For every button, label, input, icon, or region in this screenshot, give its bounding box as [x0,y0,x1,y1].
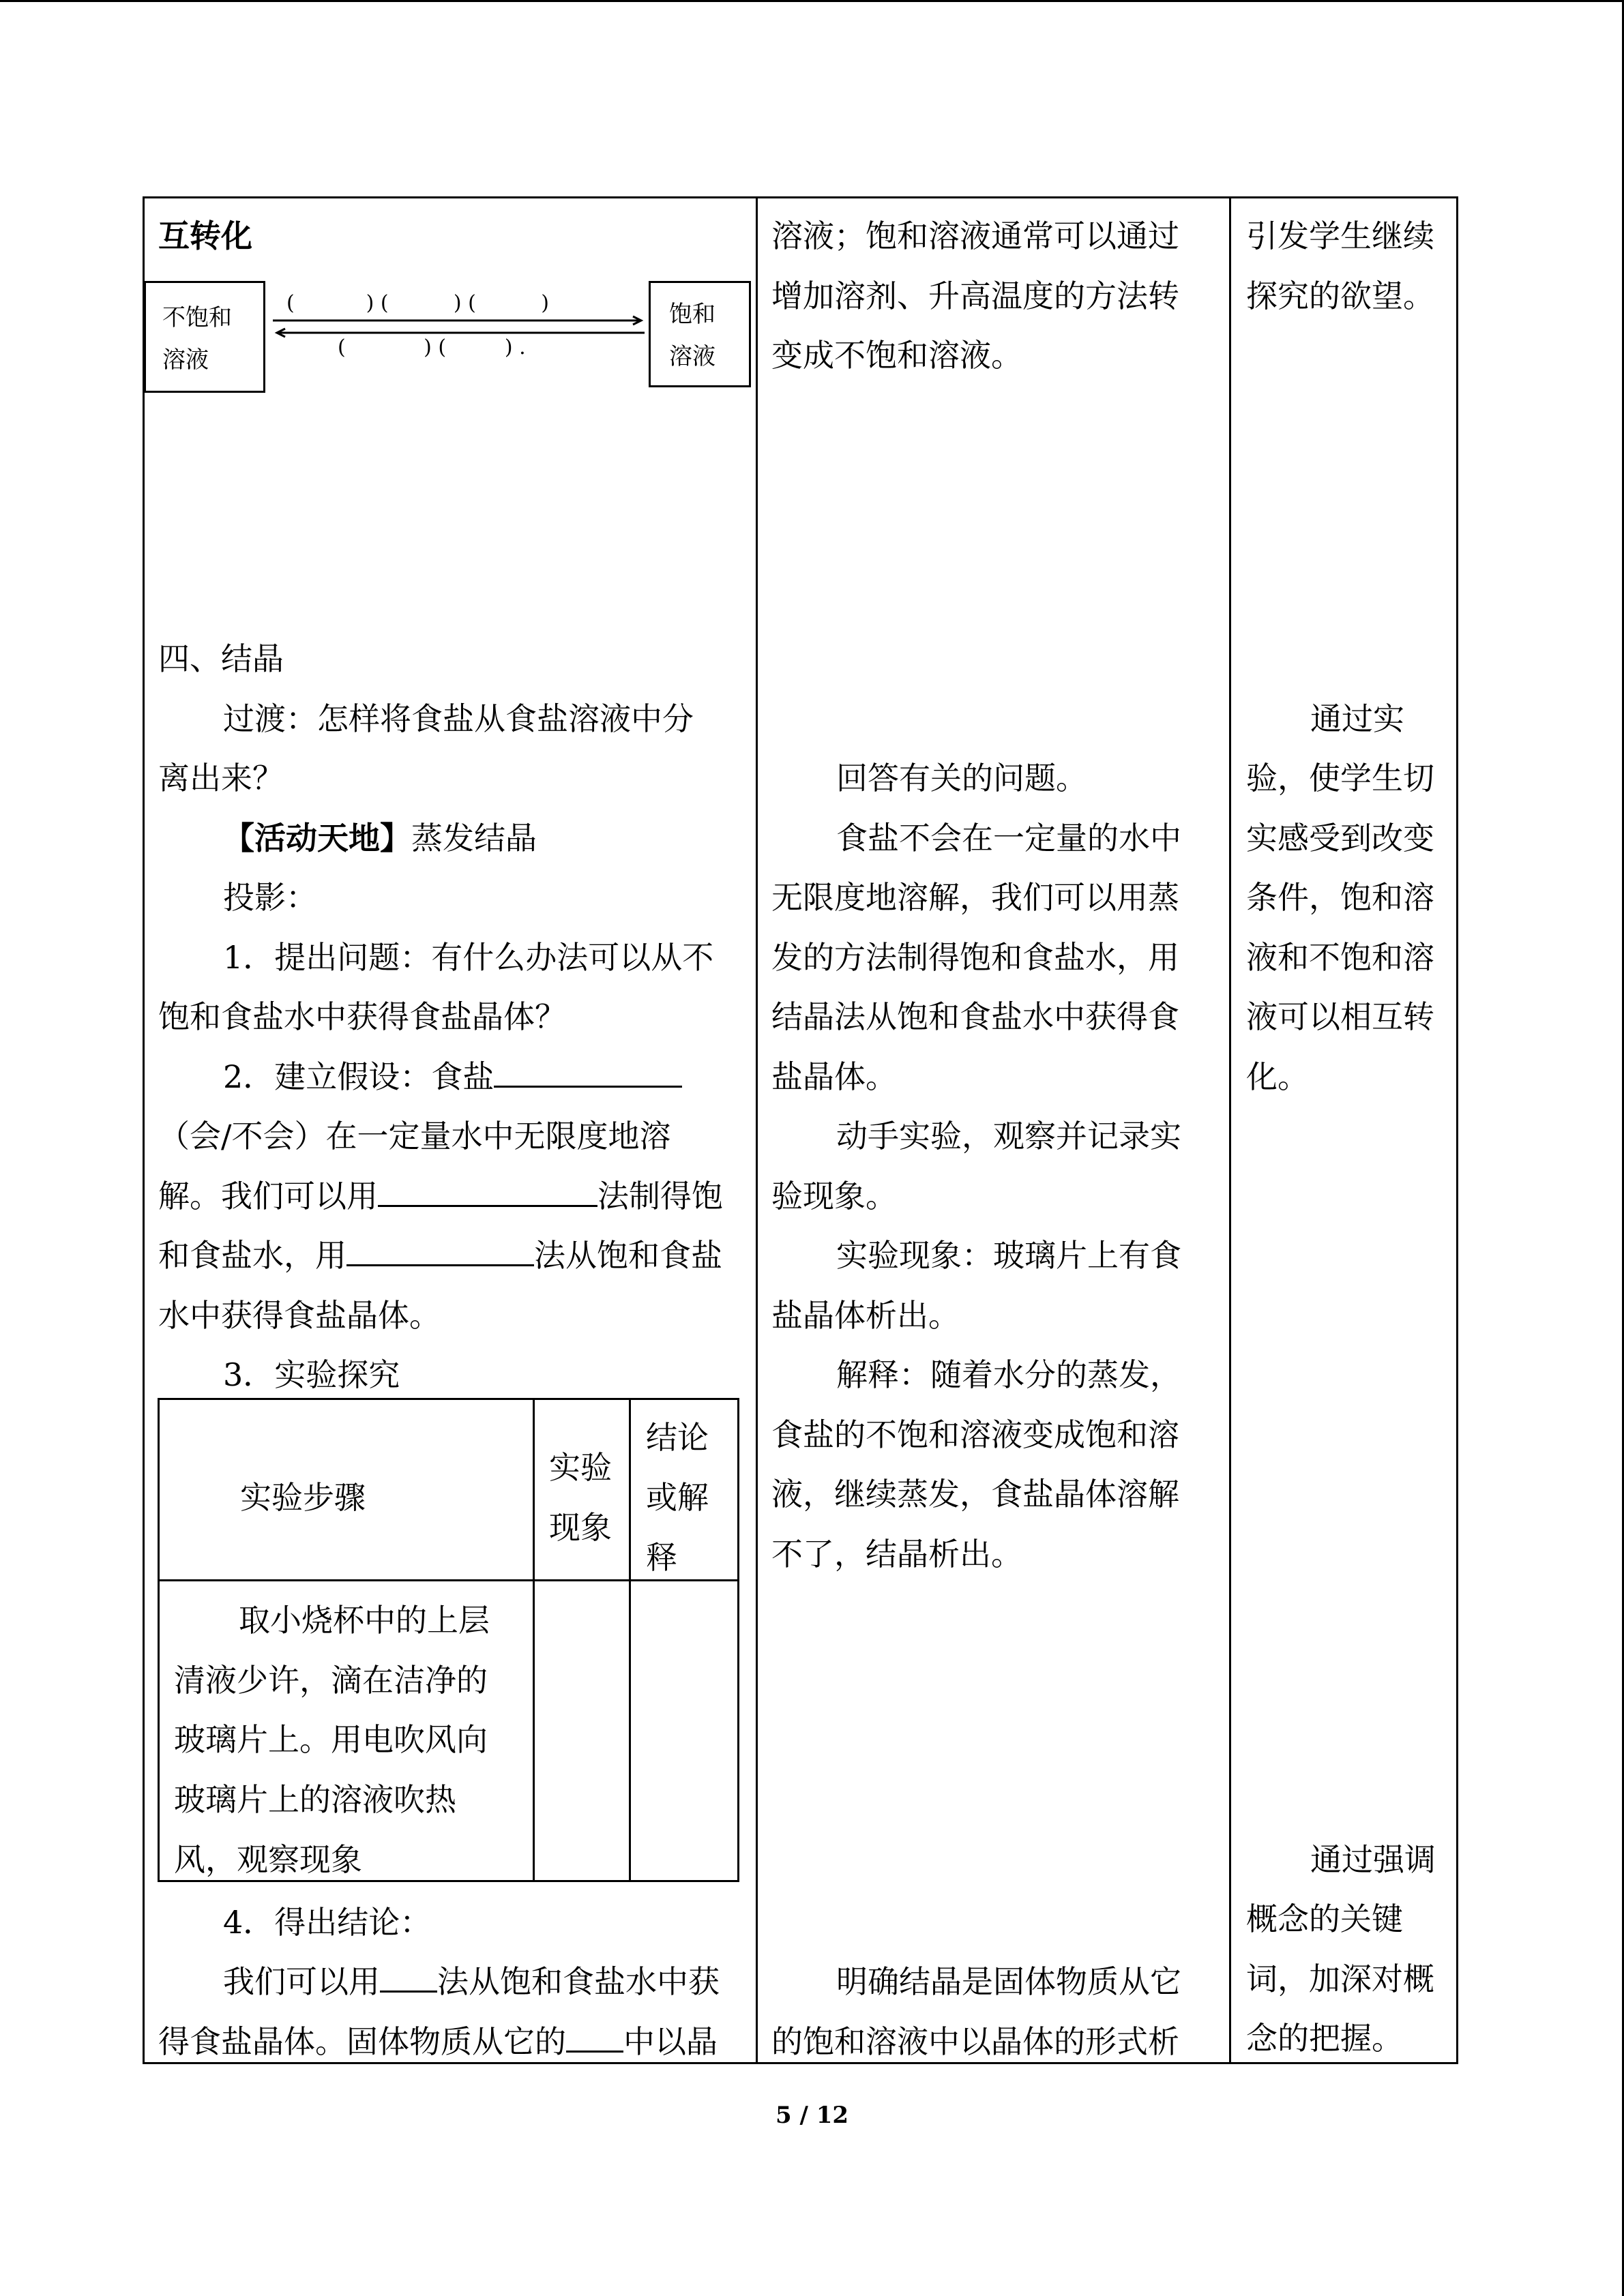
step4-line-2 [158,2012,718,2072]
step2-line-1 [223,1047,682,1107]
blank-3 [346,1234,534,1266]
mid-line-5: 食盐不会在一定量的水中 [836,820,1181,856]
header-conclusion-1: 结论 [646,1419,709,1456]
step4-heading: 4．得出结论： [223,1904,432,1941]
header-conclusion-2: 或解 [646,1479,709,1516]
blank-5 [566,2021,623,2053]
unsaturated-label-line1: 不饱和 [162,304,232,331]
activity-title: 蒸发结晶 [411,820,537,856]
table-left-border [143,196,145,2064]
inner-table-top [158,1398,739,1400]
step2-text: 2．建立假设：食盐 [223,1058,494,1095]
step4-text-1a: 我们可以用 [223,1963,380,2000]
step4-text-2b: 中以晶 [623,2023,718,2060]
right-line-13: 念的把握。 [1246,2020,1403,2057]
step-text-line-5: 风，观察现象 [174,1841,362,1878]
mid-line-10: 动手实验，观察并记录实 [836,1118,1181,1154]
mid-line-17: 不了，结晶析出。 [771,1536,1022,1572]
step-text-line-4: 玻璃片上的溶液吹热 [174,1781,456,1818]
right-line-9: 化。 [1246,1058,1309,1095]
mid-line-11: 验现象。 [771,1178,897,1214]
crystallization-heading: 四、结晶 [158,640,284,677]
mid-line-19: 的饱和溶液中以晶体的形式析 [771,2023,1179,2060]
right-line-2: 探究的欲望。 [1246,278,1434,314]
step4-text-1b: 法从饱和食盐水中获 [437,1963,720,2000]
mid-line-6: 无限度地溶解，我们可以用蒸 [771,879,1179,916]
mid-line-12: 实验现象：玻璃片上有食 [836,1237,1181,1274]
step-text-line-3: 玻璃片上。用电吹风向 [174,1721,488,1758]
step2-line-3 [158,1166,723,1226]
conversion-condition-bottom: ( ) ( ) . [338,336,526,359]
page-top-border [0,0,1624,2]
table-top-border [143,196,1458,198]
right-line-12: 词，加深对概 [1246,1960,1434,1997]
saturated-label-line1: 饱和 [669,301,715,328]
blank-2 [378,1175,597,1207]
step3-heading: 3．实验探究 [223,1356,400,1393]
unsaturated-label-line2: 溶液 [162,346,209,374]
right-line-6: 条件，饱和溶 [1246,879,1434,916]
step2-text-4b: 法从饱和食盐 [534,1237,722,1274]
page-number: 5 / 12 [775,2102,849,2129]
blank-4 [380,1960,437,1993]
step4-line-1 [223,1952,720,2012]
step-text-line-2: 清液少许，滴在洁净的 [174,1662,488,1699]
mid-line-13: 盐晶体析出。 [771,1297,960,1334]
mid-line-2: 增加溶剂、升高温度的方法转 [771,278,1179,314]
step-text-line-1: 取小烧杯中的上层 [239,1602,490,1639]
mid-line-3: 变成不饱和溶液。 [771,337,1022,374]
section-heading: 互转化 [158,218,252,254]
table-divider-1 [756,196,758,2064]
mid-line-15: 食盐的不饱和溶液变成饱和溶 [771,1416,1179,1453]
transition-line-2: 离出来？ [158,760,284,796]
right-line-10: 通过强调 [1310,1841,1436,1878]
mid-line-4: 回答有关的问题。 [836,760,1087,796]
blank-1 [494,1056,682,1088]
right-line-5: 实感受到改变 [1246,820,1434,856]
conversion-condition-top: ( ) ( ) ( ) [286,291,549,315]
table-divider-2 [1229,196,1231,2064]
mid-line-9: 盐晶体。 [771,1058,897,1095]
mid-line-8: 结晶法从饱和食盐水中获得食 [771,998,1179,1035]
header-experiment-steps: 实验步骤 [240,1479,366,1516]
mid-line-18: 明确结晶是固体物质从它 [836,1963,1181,2000]
step2-text-4a: 和食盐水，用 [158,1237,346,1274]
step2-line-5: 水中获得食盐晶体。 [158,1297,441,1334]
step2-text-3a: 解。我们可以用 [158,1178,378,1214]
right-line-1: 引发学生继续 [1246,218,1434,254]
table-right-border [1456,196,1458,2064]
projection-label: 投影： [223,879,317,916]
right-line-7: 液和不饱和溶 [1246,939,1434,976]
right-line-11: 概念的关键 [1246,1900,1403,1937]
saturated-label-line2: 溶液 [669,343,715,370]
header-phenomenon-1: 实验 [549,1449,612,1486]
step2-text-3b: 法制得饱 [597,1178,723,1214]
inner-table-right [737,1398,739,1882]
mid-line-1: 溶液；饱和溶液通常可以通过 [771,218,1179,254]
transition-line-1: 过渡：怎样将食盐从食盐溶液中分 [223,700,694,737]
step1-line-2: 饱和食盐水中获得食盐晶体？ [158,998,566,1035]
inner-table-left [158,1398,160,1882]
activity-label: 【活动天地】 [223,820,411,856]
header-conclusion-3: 释 [646,1539,677,1576]
mid-line-7: 发的方法制得饱和食盐水，用 [771,939,1179,976]
inner-table-col-2 [629,1398,631,1882]
activity-line [223,808,537,868]
inner-table-col-1 [533,1398,535,1882]
step1-line-1: 1．提出问题：有什么办法可以从不 [223,939,714,976]
mid-line-14: 解释：随着水分的蒸发， [836,1356,1181,1393]
step2-line-4 [158,1225,722,1285]
mid-line-16: 液，继续蒸发，食盐晶体溶解 [771,1476,1179,1512]
right-line-8: 液可以相互转 [1246,998,1434,1035]
right-line-4: 验，使学生切 [1246,760,1434,796]
header-phenomenon-2: 现象 [549,1509,612,1546]
step2-line-2: （会/不会）在一定量水中无限度地溶 [158,1118,671,1154]
step4-text-2a: 得食盐晶体。固体物质从它的 [158,2023,566,2060]
right-line-3: 通过实 [1310,700,1404,737]
